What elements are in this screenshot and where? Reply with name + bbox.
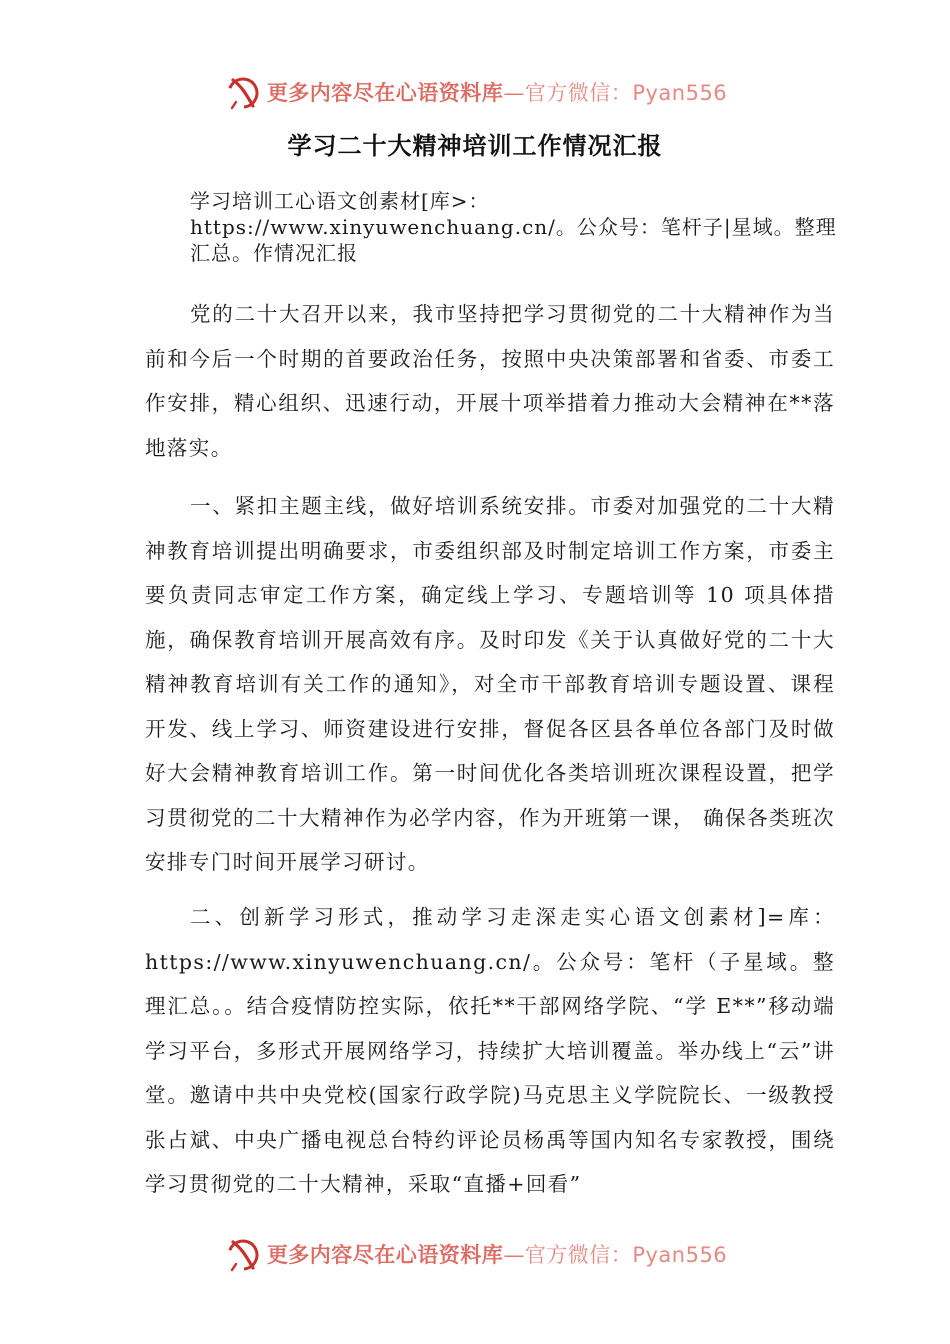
watermark-site-text: 更多内容尽在心语资料库 <box>266 81 504 105</box>
watermark-text <box>267 1239 727 1269</box>
watermark-logo-icon <box>223 72 263 112</box>
paragraph-2: 一、紧扣主题主线，做好培训系统安排。市委对加强党的二十大精神教育培训提出明确要求，市委组织部及时制定培训工作方案，市委主要负责同志审定工作方案，确定线上学习、专题培训等 10 项具体措施，确保教育培训开展高效有序。及时印发《关于认真做好党的二十大精神教育培训有关工作的通知》，对全市干部教育培训专题设置、课程开发、线上学习、师资建设进行安排，督促各区县各单位各部门及时做好大会精神教育培训工作。第一时间优化各类培训班次课程设置，把学习贯彻党的二十大精神作为必学内容，作为开班第一课， 确保各类班次安排专门时间开展学习研讨。 <box>145 494 835 874</box>
paragraph-1: 党的二十大召开以来，我市坚持把学习贯彻党的二十大精神作为当前和今后一个时期的首要政治任务，按照中央决策部署和省委、市委工作安排，精心组织、迅速行动，开展十项举措着力推动大会精神在**落地落实。 <box>145 302 835 460</box>
paragraph-3: 二、创新学习形式，推动学习走深走实心语文创素材]=库：https://www.xinyuwenchuang.cn/。公众号：笔杆（子星域。整理汇总。。结合疫情防控实际，依托**干部网络学院、“学 E**”移动端学习平台，多形式开展网络学习，持续扩大培训覆盖。举办线上“云”讲堂。邀请中共中央党校(国家行政学院)马克思主义学院院长、一级教授张占斌、中央广播电视总台特约评论员杨禹等国内知名专家教授，围绕学习贯彻党的二十大精神，采取“直播+回看” <box>145 905 835 1196</box>
document-intro: 学习培训工心语文创素材[库>：https://www.xinyuwenchuang.cn/。公众号：笔杆子|星域。整理汇总。作情况汇报 <box>190 189 837 265</box>
watermark-dash: — <box>503 1243 525 1267</box>
watermark-logo-icon <box>223 1234 263 1274</box>
watermark-wechat-id: Pyan556 <box>632 1243 728 1267</box>
document-title: 学习二十大精神培训工作情况汇报 <box>287 132 663 160</box>
watermark-banner-bottom <box>0 1232 950 1276</box>
watermark-wechat-label: 官方微信： <box>524 81 633 105</box>
watermark-wechat-id: Pyan556 <box>632 81 728 105</box>
watermark-banner-top <box>0 70 950 114</box>
watermark-text <box>267 77 727 107</box>
watermark-dash: — <box>503 81 525 105</box>
watermark-site-text: 更多内容尽在心语资料库 <box>266 1243 504 1267</box>
watermark-wechat-label: 官方微信： <box>524 1243 633 1267</box>
